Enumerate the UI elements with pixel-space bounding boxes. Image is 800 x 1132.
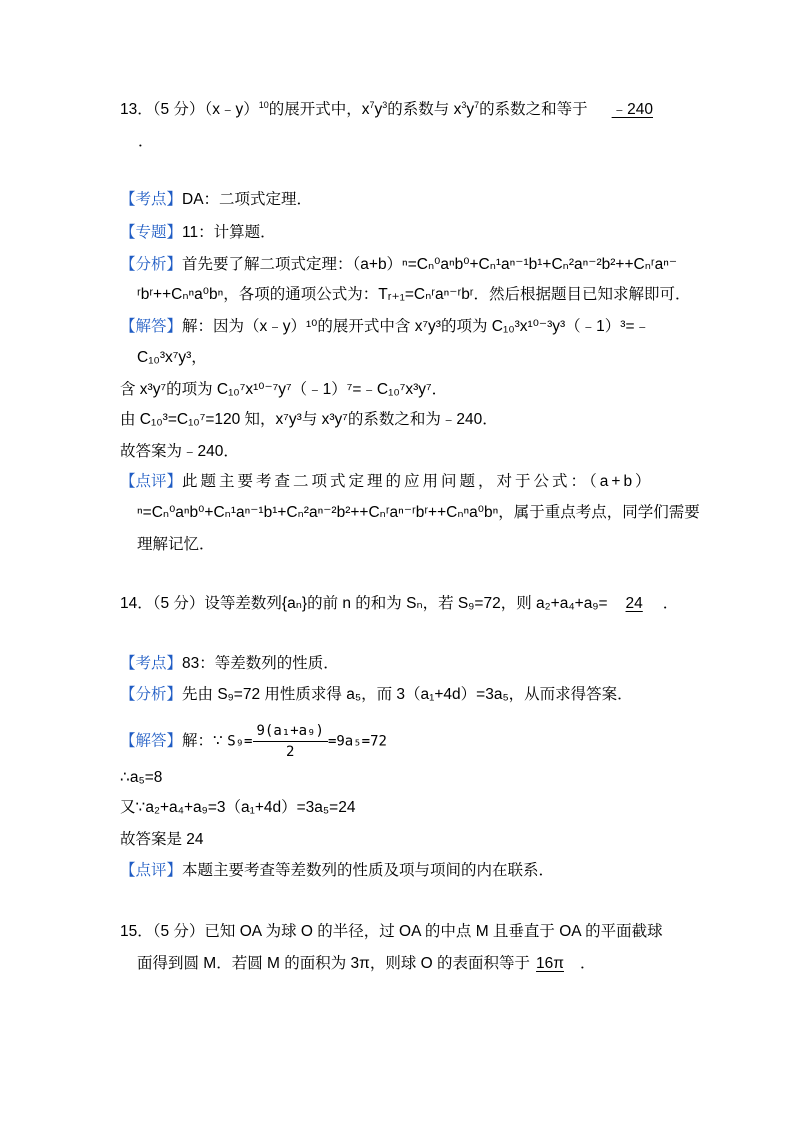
exponent: 3 [382, 99, 388, 110]
q13-text: （x﹣y） [204, 101, 259, 118]
q14-answer-line: 故答案是 24 [120, 831, 204, 848]
q14-jieda [120, 721, 387, 762]
exponent: 3 [461, 99, 467, 110]
section-text: 11：计算题． [182, 224, 276, 241]
formula-rhs: =9a₅=72 [327, 733, 387, 750]
section-tag: 【考点】 [120, 191, 183, 208]
section-text: 本题主要考查等差数列的性质及项与项间的内在联系． [182, 862, 555, 879]
question-text: 14．（5 分）设等差数列{aₙ}的前 n 的和为 Sₙ，若 S₉=72，则 a₂+a₄+a₉= [120, 595, 608, 612]
section-tag: 【考点】 [120, 655, 183, 672]
fraction-numerator: 9(a₁+a₉) [253, 721, 328, 742]
answer-blank: 24 [625, 595, 643, 612]
q13-fenxi-cont: ʳbʳ++Cₙⁿa⁰bⁿ，各项的通项公式为：Tᵣ₊₁=Cₙʳaⁿ⁻ʳbʳ．然后根据题目已知求解即可． [137, 286, 691, 303]
q14-dianping [120, 861, 554, 881]
q13-jieda-line3: 含 x³y⁷的项为 C₁₀⁷x¹⁰⁻⁷y⁷（﹣1）⁷=﹣C₁₀⁷x³y⁷． [120, 381, 448, 398]
formula-fraction [253, 721, 328, 762]
q13-dianping [120, 472, 654, 492]
question-number: 13． [120, 101, 153, 118]
question-score: （5 分） [152, 101, 205, 118]
exponent: 7 [369, 99, 375, 110]
section-text: 解：∵ [182, 732, 223, 750]
q13-jieda-cont: C₁₀³x⁷y³， [137, 349, 207, 366]
q13-jieda [120, 317, 650, 337]
q13-dianping-cont: ⁿ=Cₙ⁰aⁿb⁰+Cₙ¹aⁿ⁻¹b¹+Cₙ²aⁿ⁻²b²++Cₙʳaⁿ⁻ʳbʳ++Cₙⁿa⁰bⁿ，属于重点考点，同学们需要 [137, 504, 700, 521]
q13-question-line1 [120, 100, 672, 120]
section-tag: 【点评】 [120, 862, 183, 879]
q13-period: ． [138, 133, 154, 150]
section-text: 此题主要考查二项式定理的应用问题，对于公式：（a+b） [182, 473, 654, 490]
section-tag: 【专题】 [120, 224, 183, 241]
section-text: 83：等差数列的性质． [182, 655, 339, 672]
formula-lhs: S₉= [227, 733, 253, 750]
question-text: 面得到圆 M．若圆 M 的面积为 3π，则球 O 的表面积等于 [137, 955, 531, 972]
exponent: 7 [474, 99, 480, 110]
section-tag: 【点评】 [120, 473, 183, 490]
period: ． [579, 955, 596, 972]
q15-line2 [137, 954, 596, 974]
section-tag: 【解答】 [120, 732, 183, 750]
q14-question [120, 594, 678, 614]
q13-dianping-cont2: 理解记忆． [137, 536, 215, 553]
period: ． [662, 595, 679, 612]
answer-blank: 16π [536, 955, 564, 972]
section-text: 解：因为（x﹣y）¹⁰的展开式中含 x⁷y³的项为 C₁₀³x¹⁰⁻³y³（﹣1）³=﹣ [182, 318, 651, 335]
q14-also-line: 又∵a₂+a₄+a₉=3（a₁+4d）=3a₅=24 [120, 799, 356, 816]
q13-jieda-line5: 故答案为﹣240． [120, 443, 239, 460]
fraction-denominator: 2 [286, 744, 295, 760]
q13-text: 的展开式中，x [268, 101, 370, 118]
q13-text: y [374, 101, 383, 118]
section-tag: 【解答】 [120, 318, 183, 335]
q14-a5-line: ∴a₅=8 [120, 769, 163, 786]
q15-line1: 15．（5 分）已知 OA 为球 O 的半径，过 OA 的中点 M 且垂直于 OA 的平面截球 [120, 923, 663, 940]
answer-blank: ﹣240 [611, 101, 653, 118]
q13-kaodian [120, 190, 312, 210]
q13-text: 的系数之和等于 [479, 101, 588, 118]
exponent: 10 [258, 99, 269, 110]
q13-zhuanti [120, 223, 276, 243]
q13-text: 的系数与 x [387, 101, 462, 118]
q13-text: y [466, 101, 475, 118]
q14-fenxi [120, 685, 633, 705]
section-tag: 【分析】 [120, 686, 183, 703]
section-text: DA：二项式定理． [182, 191, 313, 208]
section-text: 首先要了解二项式定理：（a+b）ⁿ=Cₙ⁰aⁿb⁰+Cₙ¹aⁿ⁻¹b¹+Cₙ²aⁿ⁻²b²++Cₙʳaⁿ⁻ [182, 256, 678, 273]
q14-kaodian [120, 654, 339, 674]
q13-jieda-line4: 由 C₁₀³=C₁₀⁷=120 知，x⁷y³与 x³y⁷的系数之和为﹣240． [120, 411, 498, 428]
section-text: 先由 S₉=72 用性质求得 a₅，而 3（a₁+4d）=3a₅，从而求得答案． [182, 686, 633, 703]
q13-fenxi [120, 255, 677, 275]
section-tag: 【分析】 [120, 256, 183, 273]
